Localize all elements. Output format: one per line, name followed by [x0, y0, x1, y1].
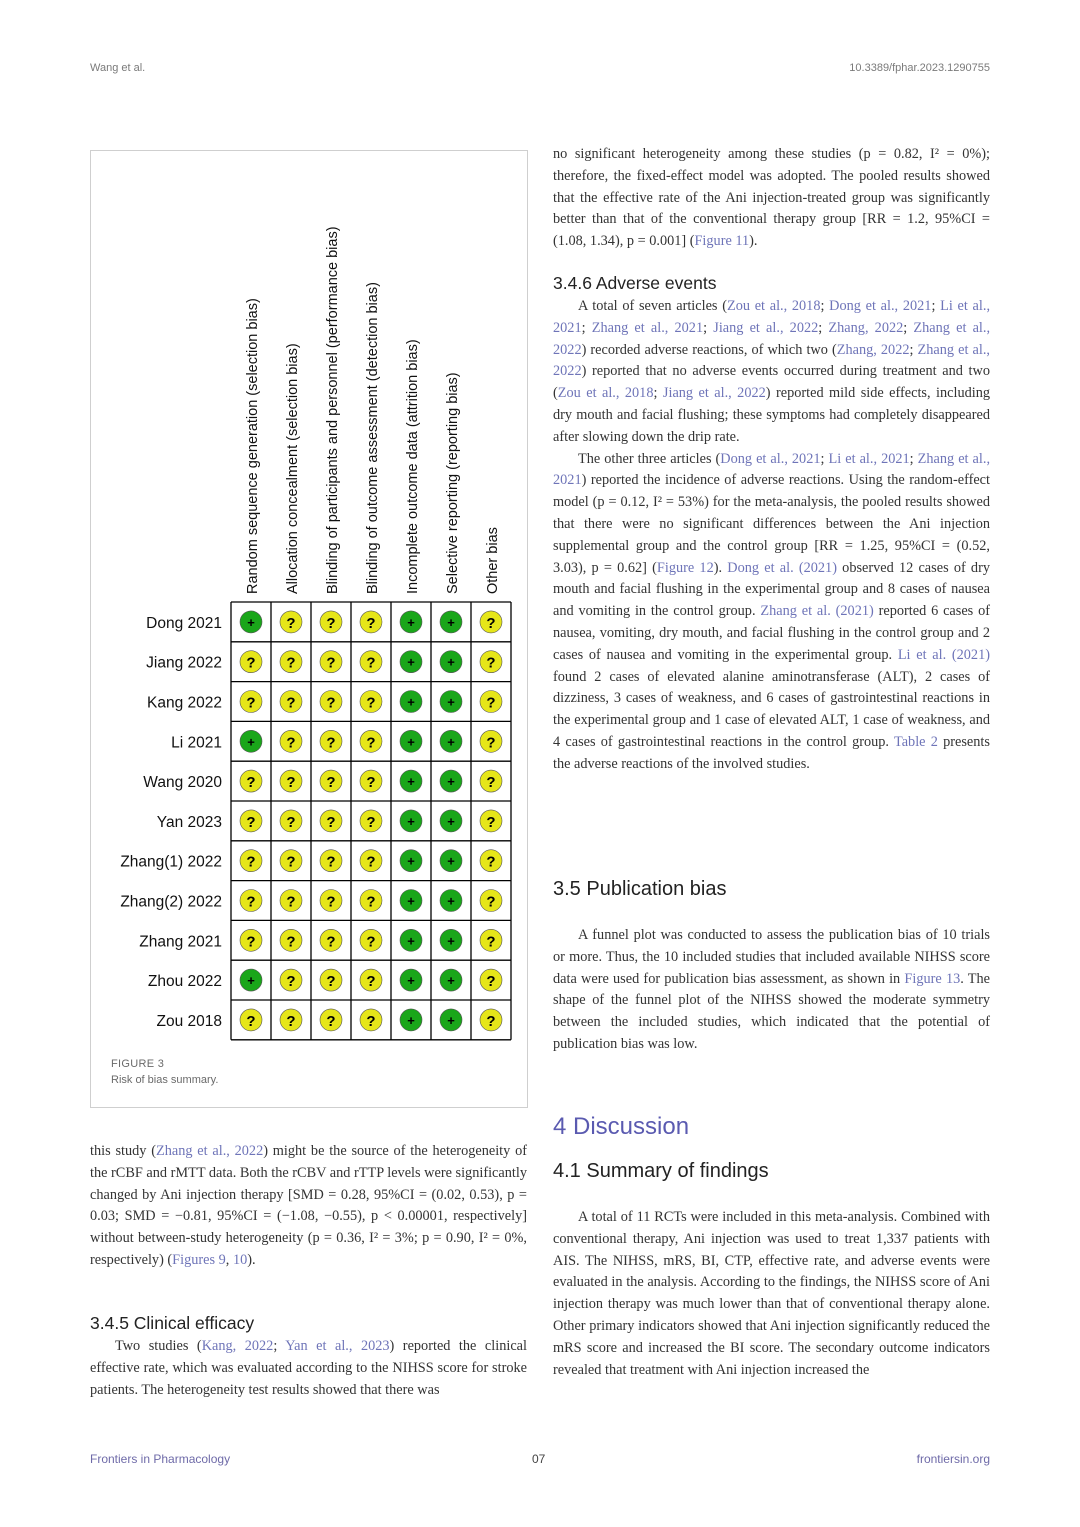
rating-symbol: ? [286, 654, 296, 672]
citation-link[interactable]: Zhang et al., 2022 [553, 319, 991, 358]
figure-3 [90, 150, 528, 1108]
text: ; [703, 319, 714, 336]
citation-link[interactable]: Kang, 2022 [201, 1338, 274, 1354]
citation-link[interactable]: Zhang et al. (2021) [760, 603, 874, 620]
rating-symbol: + [447, 774, 455, 790]
column-label: Blinding of outcome assessment (detection bias) [365, 282, 381, 594]
risk-of-bias-grid [91, 151, 527, 1051]
figure-label: FIGURE 3 [111, 1058, 165, 1070]
heading-3-4-6: 3.4.6 Adverse events [553, 273, 717, 293]
rating-symbol: ? [326, 973, 336, 991]
text: A total of 11 RCTs were included in this meta-analysis. Combined with conventional therapy, Ani injection was used to treat 1,337 patients with AIS. The NIHSS, mRS, BI, CTP, effective rate, and adverse events were evaluated in the analysis. According to the findings, the NIHSS score of Ani injection therapy was much lower than that of conventional therapy alone. Other primary indicators showed that Ani injection significantly reduced the mRS score and increased the BI score. The secondary outcome indicators revealed that treatment with Ani injection increased the [553, 1209, 990, 1378]
heading-4-1: 4.1 Summary of findings [553, 1160, 769, 1182]
rating-symbol: ? [366, 893, 376, 911]
running-header-authors: Wang et al. [90, 62, 146, 74]
footer-journal[interactable] [90, 1452, 230, 1466]
text: ; [818, 319, 829, 336]
study-label: Zhang 2021 [139, 933, 222, 951]
rating-symbol: ? [326, 1012, 336, 1030]
figure-link[interactable]: Figure 11 [694, 233, 750, 250]
text: ). [749, 233, 758, 250]
text: observed 12 cases of dry mouth and facial flushing in the experimental group and 8 cases of nausea and vomiting in the control group. [553, 559, 990, 620]
text: . The shape of the funnel plot of the NIHSS showed the moderate symmetry between the included studies, which indicated that the potential of publication bias was low. [553, 970, 991, 1052]
rating-symbol: ? [366, 654, 376, 672]
rating-symbol: ? [486, 1012, 496, 1030]
study-label: Zou 2018 [156, 1012, 222, 1030]
text: found 2 cases of elevated alanine aminotransferase (ALT), 2 cases of dizziness, 3 cases of weakness, and 6 cases of gastrointestinal reactions in the experimental group and 1 case of elevated ALT, 1 case of weakness, and 4 cases of gastrointestinal reactions in the control group. [553, 668, 990, 750]
rating-symbol: ? [366, 973, 376, 991]
study-label: Kang 2022 [147, 694, 222, 712]
rating-symbol: ? [286, 933, 296, 951]
figure-link[interactable]: Figures 9 [172, 1251, 226, 1268]
rating-symbol: ? [486, 973, 496, 991]
rating-symbol: ? [286, 813, 296, 831]
rating-symbol: + [407, 853, 415, 869]
rating-symbol: + [407, 973, 415, 989]
text: ). [713, 559, 728, 576]
rating-symbol: + [447, 813, 455, 829]
text: reported 6 cases of nausea, vomiting, dry mouth, and facial flushing in the control group and 2 cases of nausea and vomiting in the experimental group. [553, 603, 991, 663]
rating-symbol: ? [286, 853, 296, 871]
rating-symbol: ? [486, 734, 496, 752]
rating-symbol: ? [326, 933, 336, 951]
rating-symbol: ? [486, 774, 496, 792]
study-label: Zhang(1) 2022 [120, 853, 222, 871]
footer-site[interactable]: frontiersin.org [916, 1452, 990, 1466]
rating-symbol: ? [366, 1012, 376, 1030]
citation-link[interactable]: Dong et al., 2021 [720, 450, 821, 467]
rating-symbol: + [407, 813, 415, 829]
heading-3-4-5: 3.4.5 Clinical efficacy [90, 1313, 255, 1333]
rating-symbol: ? [366, 813, 376, 831]
rating-symbol: + [447, 654, 455, 670]
text: presents the adverse reactions of the involved studies. [553, 733, 990, 772]
text: ; [273, 1338, 286, 1354]
rating-symbol: + [407, 1012, 415, 1028]
rating-symbol: + [247, 614, 255, 630]
running-header-doi[interactable]: 10.3389/fphar.2023.1290755 [849, 62, 990, 74]
text: A total of seven articles ( [578, 298, 727, 314]
text: ; [820, 298, 830, 314]
rating-symbol: + [407, 734, 415, 750]
rating-symbol: ? [366, 933, 376, 951]
study-label: Wang 2020 [143, 774, 222, 792]
citation-link[interactable]: Jiang et al., 2022 [662, 385, 766, 402]
rating-symbol: ? [246, 694, 256, 712]
rating-symbol: ? [286, 734, 296, 752]
text: ). [247, 1251, 256, 1268]
rating-symbol: ? [326, 734, 336, 752]
citation-link[interactable]: Zhang et al., 2022 [155, 1143, 264, 1159]
citation-link[interactable]: Zhang et al., 2021 [591, 319, 704, 336]
rating-symbol: ? [326, 813, 336, 831]
table-link[interactable]: Table 2 [893, 733, 938, 750]
rating-symbol: + [447, 933, 455, 949]
citation-link[interactable]: Zou et al., 2018 [726, 298, 821, 314]
column-label: Other bias [485, 527, 501, 594]
rating-symbol: ? [246, 813, 256, 831]
rating-symbol: ? [246, 774, 256, 792]
study-label: Yan 2023 [156, 813, 222, 831]
rating-symbol: ? [366, 853, 376, 871]
text: ; [581, 319, 592, 336]
rating-symbol: + [407, 933, 415, 949]
rating-symbol: ? [286, 694, 296, 712]
rating-symbol: + [447, 853, 455, 869]
text: Two studies ( [115, 1338, 202, 1354]
column-label: Blinding of participants and personnel (performance bias) [325, 226, 341, 594]
citation-link[interactable]: Dong et al. (2021) [727, 559, 837, 576]
rating-symbol: ? [366, 694, 376, 712]
rating-symbol: ? [486, 654, 496, 672]
rating-symbol: + [407, 654, 415, 670]
text: ; [653, 385, 663, 402]
column-label: Selective reporting (reporting bias) [445, 372, 461, 594]
text: ; [931, 298, 941, 314]
rating-symbol: ? [286, 1012, 296, 1030]
citation-link[interactable]: Zhang et al., 2022 [553, 341, 990, 380]
text: ) reported the clinical effective rate, which was evaluated according to the NIHSS score for stroke patients. The heterogeneity test results showed that there was [90, 1338, 527, 1398]
journal-name-a: Frontiers in [90, 1452, 154, 1466]
rating-symbol: + [447, 973, 455, 989]
rating-symbol: + [447, 614, 455, 630]
rating-symbol: ? [286, 973, 296, 991]
rating-symbol: ? [486, 694, 496, 712]
citation-link[interactable]: Li et al. (2021) [897, 646, 990, 663]
rating-symbol: ? [486, 614, 496, 632]
rating-symbol: ? [486, 813, 496, 831]
rating-symbol: + [447, 734, 455, 750]
citation-link[interactable]: Li et al., 2021 [553, 298, 991, 336]
rating-symbol: + [407, 614, 415, 630]
citation-link[interactable]: Li et al., 2021 [828, 450, 910, 467]
citation-link[interactable]: Jiang et al., 2022 [713, 319, 819, 336]
text: ; [820, 450, 829, 467]
rating-symbol: ? [286, 614, 296, 632]
heading-4-discussion: 4 Discussion [553, 1113, 690, 1140]
study-label: Dong 2021 [146, 614, 222, 632]
column-label: Allocation concealment (selection bias) [285, 343, 301, 594]
journal-name-b: Pharmacology [153, 1452, 231, 1466]
left-paragraph-2 [90, 1336, 527, 1401]
figure-link[interactable]: Figure 13 [904, 970, 961, 987]
rating-symbol: ? [486, 933, 496, 951]
rating-symbol: ? [246, 893, 256, 911]
study-label: Li 2021 [171, 734, 222, 752]
right-paragraph-0 [553, 144, 990, 253]
rating-symbol: ? [246, 654, 256, 672]
rating-symbol: + [407, 694, 415, 710]
text: ) recorded adverse reactions, of which two ( [581, 341, 837, 358]
rating-symbol: ? [246, 933, 256, 951]
text: ) reported mild side effects, including dry mouth and facial flushing; these symptoms had completely disappeared after slowing down the drip rate. [553, 385, 991, 445]
rating-symbol: + [407, 774, 415, 790]
right-paragraph-3 [553, 925, 990, 1056]
citation-link[interactable]: Zhang, 2022 [828, 319, 904, 336]
rating-symbol: ? [246, 853, 256, 871]
text: ) might be the source of the heterogeneity of the rCBF and rMTT data. Both the rCBV and rTTP levels were significantly changed by Ani injection therapy [SMD = 0.28, 95%CI = (0.02, 0.53), p = 0.03; SMD = −0.81, 95%CI = (−1.08, −0.55), p < 0.00001, respectively] without between-study heterogeneity (p = 0.36, I² = 3%; p = 0.90, I² = 0%, respectively) ( [90, 1143, 527, 1268]
rating-symbol: ? [326, 893, 336, 911]
rating-symbol: ? [326, 774, 336, 792]
text: , [225, 1251, 233, 1268]
rating-symbol: ? [326, 614, 336, 632]
rating-symbol: ? [486, 853, 496, 871]
rating-symbol: + [447, 694, 455, 710]
figure-link[interactable]: Figure 12 [656, 559, 714, 576]
rating-symbol: ? [366, 734, 376, 752]
left-paragraph-1 [90, 1141, 527, 1272]
rating-symbol: ? [326, 694, 336, 712]
text: The other three articles ( [578, 450, 721, 467]
text: ; [903, 319, 914, 336]
figure-link[interactable]: 10 [232, 1251, 248, 1268]
text: ; [909, 341, 918, 358]
text: ) reported the incidence of adverse reactions. Using the random-effect model (p = 0.12, I² = 53%) for the meta-analysis, the pooled results showed that there were no significant differences between the Ani injection supplemental group and the control group [RR = 1.25, 95%CI = (0.52, 3.03), p = 0.62] ( [553, 472, 990, 576]
rating-symbol: ? [286, 774, 296, 792]
text: ) reported that no adverse events occurred during treatment and two ( [553, 363, 990, 402]
heading-3-5: 3.5 Publication bias [553, 878, 727, 900]
right-paragraph-1 [553, 296, 990, 776]
rating-symbol: ? [486, 893, 496, 911]
rating-symbol: ? [366, 774, 376, 792]
right-paragraph-4 [553, 1207, 990, 1381]
rating-symbol: + [247, 734, 255, 750]
citation-link[interactable]: Dong et al., 2021 [829, 298, 932, 314]
rating-symbol: ? [286, 893, 296, 911]
rating-symbol: + [447, 1012, 455, 1028]
rating-symbol: + [407, 893, 415, 909]
figure-caption: Risk of bias summary. [111, 1074, 219, 1086]
column-label: Incomplete outcome data (attrition bias) [405, 339, 421, 594]
column-label: Random sequence generation (selection bias) [245, 298, 261, 594]
citation-link[interactable]: Yan et al., 2023 [285, 1338, 390, 1354]
text: this study ( [90, 1143, 156, 1159]
rating-symbol: + [447, 893, 455, 909]
rating-symbol: + [247, 973, 255, 989]
text: A funnel plot was conducted to assess the publication bias of 10 trials or more. Thus, the 10 included studies that included available NIHSS score data were used for publication bias assessment, as shown in [553, 927, 990, 987]
citation-link[interactable]: Zou et al., 2018 [557, 385, 654, 402]
citation-link[interactable]: Zhang, 2022 [836, 341, 910, 358]
text: ; [909, 450, 918, 467]
rating-symbol: ? [366, 614, 376, 632]
rating-symbol: ? [326, 654, 336, 672]
study-label: Jiang 2022 [146, 654, 222, 672]
text: no significant heterogeneity among these studies (p = 0.82, I² = 0%); therefore, the fixed-effect model was adopted. The pooled results showed that the effective rate of the Ani injection-treated group was significantly better than that of the conventional therapy group [RR = 1.2, 95%CI = (1.08, 1.34), p = 0.001] ( [553, 146, 990, 250]
study-label: Zhang(2) 2022 [120, 893, 222, 911]
rating-symbol: ? [246, 1012, 256, 1030]
study-label: Zhou 2022 [147, 973, 222, 991]
rating-symbol: ? [326, 853, 336, 871]
page-number: 07 [532, 1452, 546, 1466]
citation-link[interactable]: Zhang et al., 2021 [553, 450, 991, 489]
